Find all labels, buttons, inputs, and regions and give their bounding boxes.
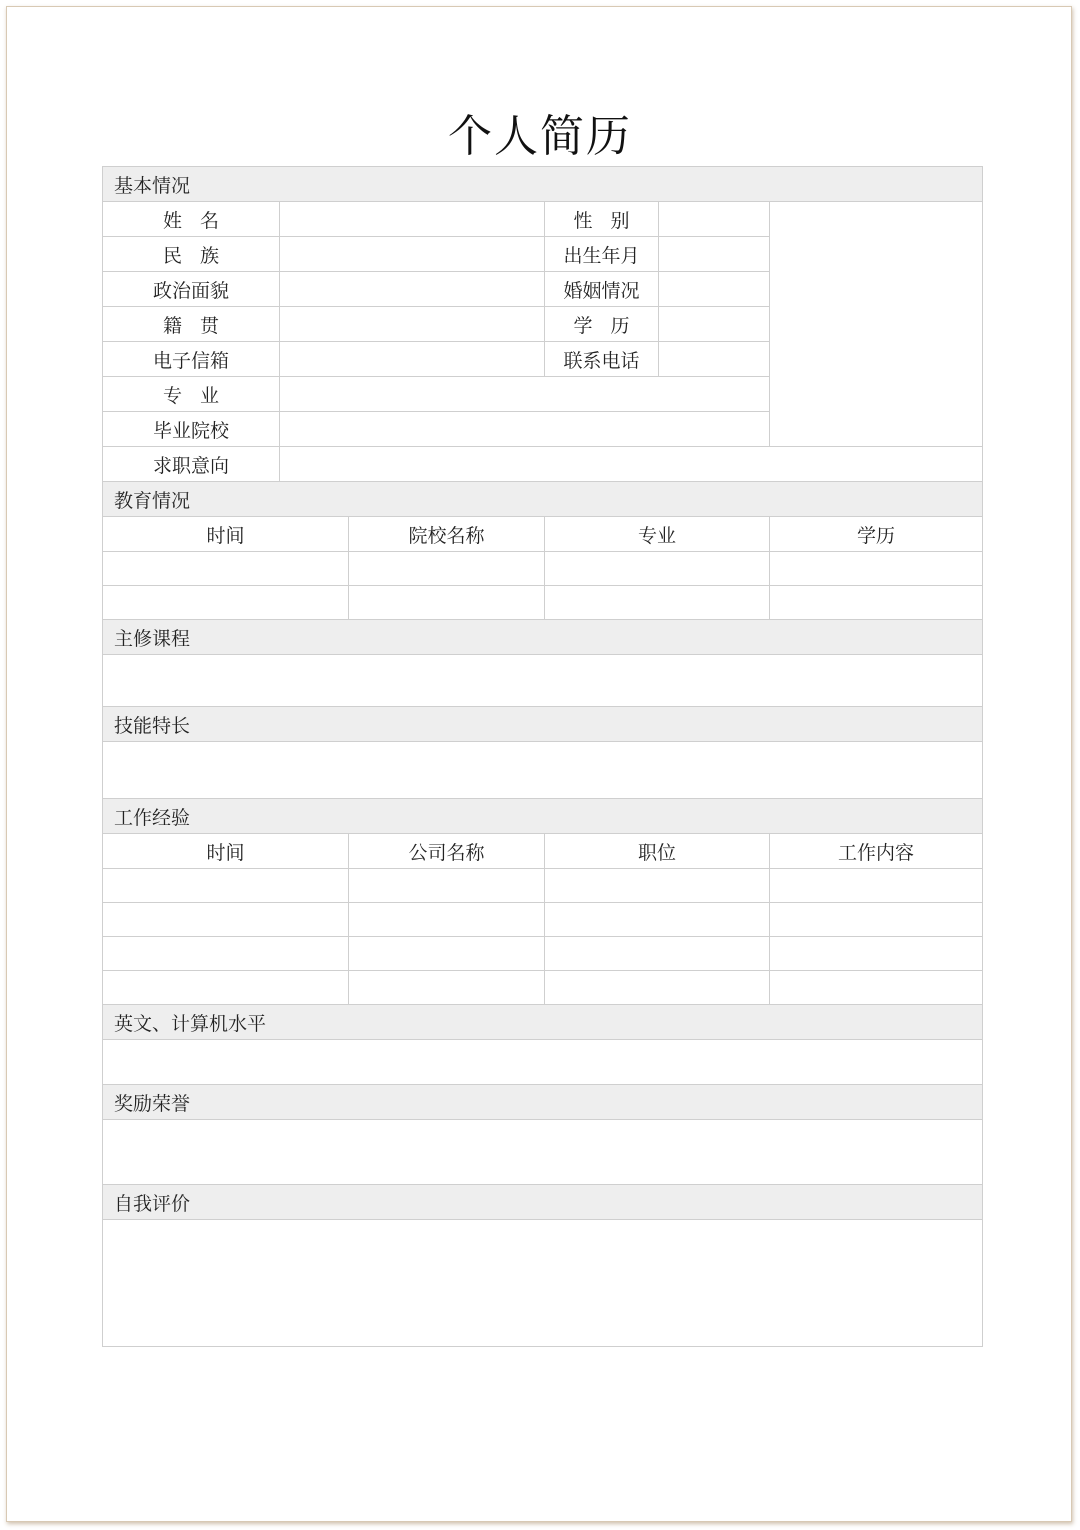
value-school[interactable] (280, 412, 770, 447)
work-cell[interactable] (770, 971, 983, 1005)
value-ethnicity[interactable] (280, 237, 545, 272)
page-title: 个人简历 (448, 111, 632, 162)
label-ethnicity: 民族 (103, 237, 280, 272)
work-cell[interactable] (103, 937, 349, 971)
self-evaluation-content[interactable] (103, 1220, 983, 1347)
label-native-place: 籍贯 (103, 307, 280, 342)
section-language-computer: 英文、计算机水平 (103, 1005, 983, 1040)
value-job-intention[interactable] (280, 447, 983, 482)
section-basic-info: 基本情况 (103, 167, 983, 202)
work-cell[interactable] (103, 971, 349, 1005)
work-cell[interactable] (545, 937, 770, 971)
value-political[interactable] (280, 272, 545, 307)
value-major[interactable] (280, 377, 770, 412)
work-cell[interactable] (770, 869, 983, 903)
label-job-intention: 求职意向 (103, 447, 280, 482)
value-education-level[interactable] (659, 307, 770, 342)
section-courses: 主修课程 (103, 620, 983, 655)
edu-cell[interactable] (545, 552, 770, 586)
table-row (103, 937, 983, 971)
work-cell[interactable] (103, 903, 349, 937)
label-school: 毕业院校 (103, 412, 280, 447)
work-cell[interactable] (349, 903, 545, 937)
label-name: 姓名 (103, 202, 280, 237)
edu-header-school: 院校名称 (349, 517, 545, 552)
photo-box[interactable] (770, 202, 983, 447)
work-header-time: 时间 (103, 834, 349, 869)
awards-content[interactable] (103, 1120, 983, 1185)
work-cell[interactable] (770, 903, 983, 937)
edu-cell[interactable] (103, 586, 349, 620)
value-phone[interactable] (659, 342, 770, 377)
work-header-company: 公司名称 (349, 834, 545, 869)
work-cell[interactable] (545, 869, 770, 903)
label-marital: 婚姻情况 (545, 272, 659, 307)
edu-cell[interactable] (349, 552, 545, 586)
work-cell[interactable] (349, 869, 545, 903)
language-content[interactable] (103, 1040, 983, 1085)
table-row (103, 903, 983, 937)
work-cell[interactable] (349, 937, 545, 971)
skills-content[interactable] (103, 742, 983, 799)
label-gender: 性别 (545, 202, 659, 237)
section-work: 工作经验 (103, 799, 983, 834)
work-cell[interactable] (545, 903, 770, 937)
work-cell[interactable] (103, 869, 349, 903)
value-birth[interactable] (659, 237, 770, 272)
edu-cell[interactable] (770, 552, 983, 586)
work-header-position: 职位 (545, 834, 770, 869)
resume-table (102, 166, 983, 1347)
value-marital[interactable] (659, 272, 770, 307)
section-self-evaluation: 自我评价 (103, 1185, 983, 1220)
table-row (103, 869, 983, 903)
edu-cell[interactable] (545, 586, 770, 620)
label-major: 专业 (103, 377, 280, 412)
table-row (103, 586, 983, 620)
edu-header-major: 专业 (545, 517, 770, 552)
work-cell[interactable] (545, 971, 770, 1005)
label-email: 电子信箱 (103, 342, 280, 377)
value-email[interactable] (280, 342, 545, 377)
edu-header-degree: 学历 (770, 517, 983, 552)
value-gender[interactable] (659, 202, 770, 237)
edu-cell[interactable] (103, 552, 349, 586)
edu-header-time: 时间 (103, 517, 349, 552)
edu-cell[interactable] (770, 586, 983, 620)
work-header-content: 工作内容 (770, 834, 983, 869)
value-native-place[interactable] (280, 307, 545, 342)
work-cell[interactable] (349, 971, 545, 1005)
table-row (103, 971, 983, 1005)
section-education: 教育情况 (103, 482, 983, 517)
section-skills: 技能特长 (103, 707, 983, 742)
courses-content[interactable] (103, 655, 983, 707)
label-political: 政治面貌 (103, 272, 280, 307)
section-awards: 奖励荣誉 (103, 1085, 983, 1120)
edu-cell[interactable] (349, 586, 545, 620)
label-education-level: 学历 (545, 307, 659, 342)
label-phone: 联系电话 (545, 342, 659, 377)
value-name[interactable] (280, 202, 545, 237)
label-birth: 出生年月 (545, 237, 659, 272)
work-cell[interactable] (770, 937, 983, 971)
table-row (103, 552, 983, 586)
